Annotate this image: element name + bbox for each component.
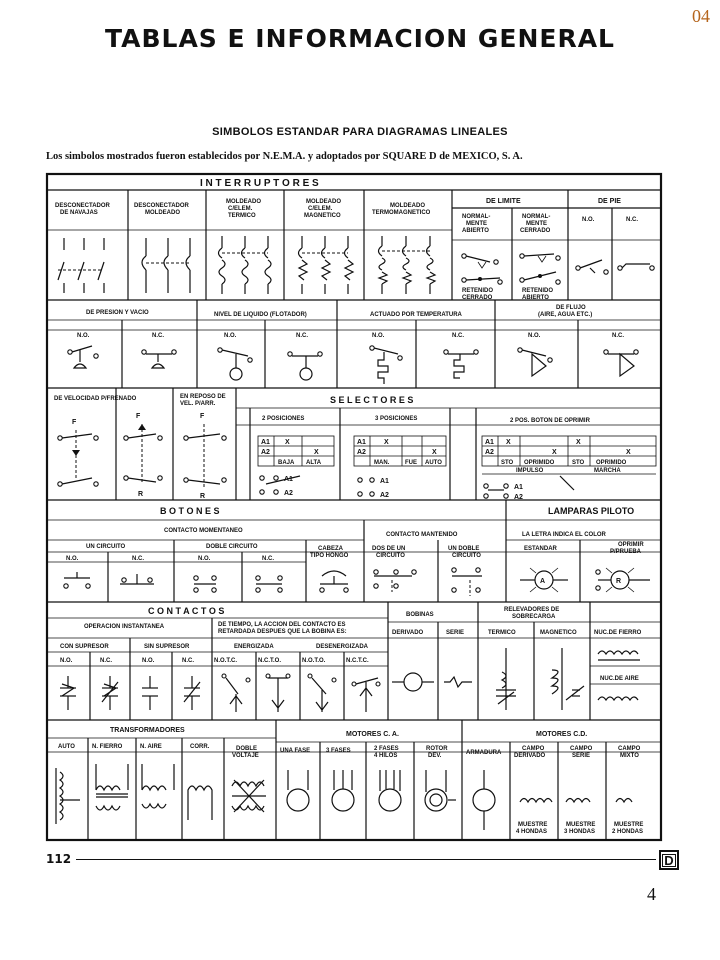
svg-text:X: X: [384, 439, 389, 446]
intro-text: Los simbolos mostrados fueron establecidos por N.E.M.A. y adoptados por SQUARE D de MEXICO, S. A.: [46, 151, 523, 162]
label-temperatura: ACTUADO POR TEMPERATURA: [370, 312, 462, 318]
label-flujo-2: (AIRE, AGUA ETC.): [538, 312, 593, 318]
svg-text:N.C.: N.C.: [132, 556, 144, 562]
label-dos-de-un-2: CIRCUITO: [376, 553, 405, 559]
label-reposo-2: VEL. P/ARR.: [180, 401, 216, 407]
svg-text:N.O.T.C.: N.O.T.C.: [214, 658, 238, 664]
label-derivado: DERIVADO: [392, 630, 424, 636]
label-con-supresor: CON SUPRESOR: [60, 644, 109, 650]
section-transformadores: TRANSFORMADORES: [110, 727, 185, 734]
svg-text:N.C.: N.C.: [100, 658, 112, 664]
svg-text:2 FASES: 2 FASES: [374, 746, 399, 752]
label-estandar: ESTANDAR: [524, 546, 557, 552]
svg-text:X: X: [552, 449, 557, 456]
label-desc-navajas-2: DE NAVAJAS: [60, 210, 98, 216]
label-f-1: F: [72, 419, 77, 426]
svg-text:A1: A1: [380, 478, 389, 485]
label-r2-no-1: N.O.: [77, 333, 90, 339]
svg-text:N.O.: N.O.: [198, 556, 211, 562]
label-r2-nc-4: N.C.: [612, 333, 624, 339]
svg-text:SERIE: SERIE: [572, 753, 591, 759]
section-botones: B O T O N E S: [160, 506, 220, 516]
label-momentaneo: CONTACTO MOMENTANEO: [164, 528, 243, 534]
svg-text:A1: A1: [357, 439, 366, 446]
svg-text:MUESTRE: MUESTRE: [518, 822, 548, 828]
label-dos-pos: 2 POSICIONES: [262, 416, 305, 422]
svg-text:A1: A1: [284, 476, 293, 483]
footer-rule: [76, 859, 656, 860]
label-serie: SERIE: [446, 630, 465, 636]
svg-text:A2: A2: [284, 490, 293, 497]
label-boton-oprimir: 2 POS. BOTON DE OPRIMIR: [510, 418, 590, 424]
moldeado-magnetico-symbol: [299, 236, 354, 294]
label-r2-nc-2: N.C.: [296, 333, 308, 339]
pilot-lamp-symbols: [520, 568, 650, 592]
push-button-symbols: [64, 568, 482, 596]
label-mold-termico-3: TERMICO: [228, 213, 256, 219]
svg-text:MARCHA: MARCHA: [594, 468, 621, 474]
svg-text:A2: A2: [357, 449, 366, 456]
label-un-circuito: UN CIRCUITO: [86, 544, 126, 550]
label-bobinas: BOBINAS: [406, 612, 434, 618]
label-mold-magnetico-3: MAGNETICO: [304, 213, 341, 219]
svg-text:N.C.: N.C.: [182, 658, 194, 664]
label-mold-termico-1: MOLDEADO: [226, 199, 261, 205]
label-termico: TERMICO: [488, 630, 516, 636]
svg-text:MIXTO: MIXTO: [620, 753, 639, 759]
corner-label: 04: [692, 6, 710, 26]
svg-text:ROTOR: ROTOR: [426, 746, 448, 752]
label-tres-pos: 3 POSICIONES: [375, 416, 418, 422]
label-mold-magnetico-1: MOLDEADO: [306, 199, 341, 205]
temperature-switch-symbols: [370, 346, 478, 384]
svg-text:4 HILOS: 4 HILOS: [374, 753, 398, 759]
svg-text:AUTO: AUTO: [58, 744, 75, 750]
svg-text:N.O.: N.O.: [142, 658, 155, 664]
label-normal-abierto-3: ABIERTO: [462, 228, 489, 234]
svg-text:OPRIMIDO: OPRIMIDO: [596, 460, 627, 466]
label-desc-moldeado-2: MOLDEADO: [145, 210, 180, 216]
label-f-3: F: [200, 413, 205, 420]
svg-text:CORR.: CORR.: [190, 744, 210, 750]
svg-text:FUE: FUE: [405, 460, 417, 466]
label-dos-de-un-1: DOS DE UN: [372, 546, 406, 552]
svg-text:OPRIMIDO: OPRIMIDO: [524, 460, 555, 466]
label-mold-termomag-2: TERMOMAGNETICO: [372, 210, 431, 216]
svg-text:A2: A2: [485, 449, 494, 456]
page-subtitle: SIMBOLOS ESTANDAR PARA DIAGRAMAS LINEALES: [212, 126, 508, 138]
section-lamparas: LAMPARAS PILOTO: [548, 506, 635, 516]
svg-text:STO: STO: [501, 460, 514, 466]
desconectador-moldeado-symbol: [142, 238, 190, 293]
label-presion: DE PRESION Y VACIO: [86, 310, 149, 316]
svg-text:MAN.: MAN.: [374, 460, 390, 466]
svg-text:A1: A1: [485, 439, 494, 446]
svg-text:AUTO: AUTO: [425, 460, 442, 466]
label-de-limite: DE LIMITE: [486, 198, 521, 205]
float-switch-symbols: [218, 348, 322, 380]
label-mold-termomag-1: MOLDEADO: [390, 203, 425, 209]
section-motores-cd: MOTORES C.D.: [536, 731, 588, 738]
svg-text:X: X: [285, 439, 290, 446]
svg-text:X: X: [576, 439, 581, 446]
label-normal-abierto-2: MENTE: [466, 221, 487, 227]
svg-text:2 HONDAS: 2 HONDAS: [612, 829, 644, 835]
label-normal-abierto-1: NORMAL-: [462, 214, 491, 220]
label-desc-navajas-1: DESCONECTADOR: [55, 203, 110, 209]
dc-motor-symbols: [473, 770, 632, 830]
svg-text:A1: A1: [261, 439, 270, 446]
label-instantanea: OPERACION INSTANTANEA: [84, 624, 165, 630]
svg-text:N.O.: N.O.: [60, 658, 73, 664]
svg-text:3 HONDAS: 3 HONDAS: [564, 829, 596, 835]
svg-text:MUESTRE: MUESTRE: [566, 822, 596, 828]
page-title: TABLAS E INFORMACION GENERAL: [105, 24, 615, 53]
label-mantenido: CONTACTO MANTENIDO: [386, 532, 458, 538]
label-reposo-1: EN REPOSO DE: [180, 394, 226, 400]
svg-text:CAMPO: CAMPO: [570, 746, 593, 752]
svg-text:A2: A2: [380, 492, 389, 499]
svg-text:A1: A1: [514, 484, 523, 491]
svg-text:STO: STO: [572, 460, 585, 466]
termomagnetico-symbol: [379, 236, 436, 294]
foot-switch-symbols: [576, 260, 654, 274]
label-nivel: NIVEL DE LIQUIDO (FLOTADOR): [214, 312, 307, 318]
label-retenido-abierto-1: RETENIDO: [522, 288, 554, 294]
svg-text:N.O.T.O.: N.O.T.O.: [302, 658, 326, 664]
svg-text:MUESTRE: MUESTRE: [614, 822, 644, 828]
svg-text:BAJA: BAJA: [278, 460, 295, 466]
section-selectores: S E L E C T O R E S: [330, 395, 414, 405]
label-r-1: R: [138, 491, 144, 498]
label-energizada: ENERGIZADA: [234, 644, 274, 650]
speed-switch-symbols: [58, 413, 226, 500]
two-position-table: [258, 436, 334, 497]
svg-text:N. AIRE: N. AIRE: [140, 744, 162, 750]
label-desenergizada: DESENERGIZADA: [316, 644, 369, 650]
svg-text:DEV.: DEV.: [428, 753, 442, 759]
label-retenido-cerrado-2: CERRADO: [462, 295, 493, 301]
label-r2-no-3: N.O.: [372, 333, 385, 339]
three-position-table: [354, 436, 446, 499]
svg-text:DOBLE: DOBLE: [236, 746, 257, 752]
limit-switch-symbols: [462, 254, 560, 284]
svg-text:ARMADURA: ARMADURA: [466, 750, 502, 756]
label-depie-nc: N.C.: [626, 217, 638, 223]
label-magnetico: MAGNETICO: [540, 630, 577, 636]
label-cabeza-1: CABEZA: [318, 546, 343, 552]
label-depie-no: N.O.: [582, 217, 595, 223]
label-oprimir-prueba-1: OPRIMIR: [618, 542, 644, 548]
label-de-pie: DE PIE: [598, 198, 621, 205]
label-r2-no-4: N.O.: [528, 333, 541, 339]
label-mold-termico-2: C/ELEM.: [228, 206, 253, 212]
label-letra-color: LA LETRA INDICA EL COLOR: [522, 532, 606, 538]
section-contactos: C O N T A C T O S: [148, 606, 225, 616]
label-un-doble-2: CIRCUITO: [452, 553, 481, 559]
desconectador-navajas-symbol: [58, 238, 104, 293]
label-nuc-aire: NUC.DE AIRE: [600, 676, 639, 682]
svg-text:ALTA: ALTA: [306, 460, 322, 466]
label-velocidad: DE VELOCIDAD P/FRENADO: [54, 396, 137, 402]
label-r2-no-2: N.O.: [224, 333, 237, 339]
svg-text:X: X: [314, 449, 319, 456]
svg-text:X: X: [626, 449, 631, 456]
svg-text:X: X: [432, 449, 437, 456]
svg-text:X: X: [506, 439, 511, 446]
label-desc-moldeado-1: DESCONECTADOR: [134, 203, 189, 209]
svg-text:N.C.: N.C.: [262, 556, 274, 562]
push-button-selector-table: [482, 436, 656, 501]
label-retenido-cerrado-1: RETENIDO: [462, 288, 494, 294]
label-tiempo-2: RETARDADA DESPUES QUE LA BOBINA ES:: [218, 629, 347, 635]
label-cabeza-2: TIPO HONGO: [310, 553, 349, 559]
svg-text:A2: A2: [261, 449, 270, 456]
section-motores-ca: MOTORES C. A.: [346, 731, 399, 738]
svg-text:A: A: [540, 578, 546, 585]
label-un-doble-1: UN DOBLE: [448, 546, 480, 552]
square-d-logo: D: [659, 850, 679, 870]
section-interruptores: I N T E R R U P T O R E S: [200, 178, 319, 189]
label-normal-cerrado-2: MENTE: [526, 221, 547, 227]
label-sin-supresor: SIN SUPRESOR: [144, 644, 190, 650]
label-mold-magnetico-2: C/ELEM.: [308, 206, 333, 212]
label-normal-cerrado-1: NORMAL-: [522, 214, 551, 220]
label-doble-circuito: DOBLE CIRCUITO: [206, 544, 258, 550]
svg-text:CAMPO: CAMPO: [618, 746, 641, 752]
page-number: 4: [647, 884, 656, 904]
label-r2-nc-3: N.C.: [452, 333, 464, 339]
svg-text:R: R: [616, 578, 622, 585]
label-oprimir-prueba-2: P/PRUEBA: [610, 549, 642, 555]
svg-text:VOLTAJE: VOLTAJE: [232, 753, 259, 759]
label-r2-nc-1: N.C.: [152, 333, 164, 339]
svg-text:3 FASES: 3 FASES: [326, 748, 351, 754]
label-nuc-fierro: NUC.DE FIERRO: [594, 630, 642, 636]
footer-page-number: 112: [46, 852, 72, 866]
label-relevadores-2: SOBRECARGA: [512, 614, 556, 620]
label-normal-cerrado-3: CERRADO: [520, 228, 551, 234]
ac-motor-symbols: [287, 770, 456, 811]
label-flujo-1: DE FLUJO: [556, 305, 586, 311]
svg-text:N.O.: N.O.: [66, 556, 79, 562]
svg-text:A2: A2: [514, 494, 523, 501]
svg-text:IMPULSO: IMPULSO: [516, 468, 544, 474]
svg-text:UNA FASE: UNA FASE: [280, 748, 311, 754]
svg-text:N.C.T.C.: N.C.T.C.: [346, 658, 369, 664]
moldeado-termico-symbol: [219, 236, 272, 294]
label-r-2: R: [200, 493, 206, 500]
label-f-2: F: [136, 413, 141, 420]
svg-text:CAMPO: CAMPO: [522, 746, 545, 752]
svg-text:N. FIERRO: N. FIERRO: [92, 744, 123, 750]
label-tiempo-1: DE TIEMPO, LA ACCION DEL CONTACTO ES: [218, 622, 346, 628]
contact-symbols: [60, 674, 380, 712]
svg-text:N.C.T.O.: N.C.T.O.: [258, 658, 282, 664]
label-retenido-abierto-2: ABIERTO: [522, 295, 549, 301]
svg-text:DERIVADO: DERIVADO: [514, 753, 546, 759]
svg-text:4 HONDAS: 4 HONDAS: [516, 829, 548, 835]
label-relevadores-1: RELEVADORES DE: [504, 607, 560, 613]
